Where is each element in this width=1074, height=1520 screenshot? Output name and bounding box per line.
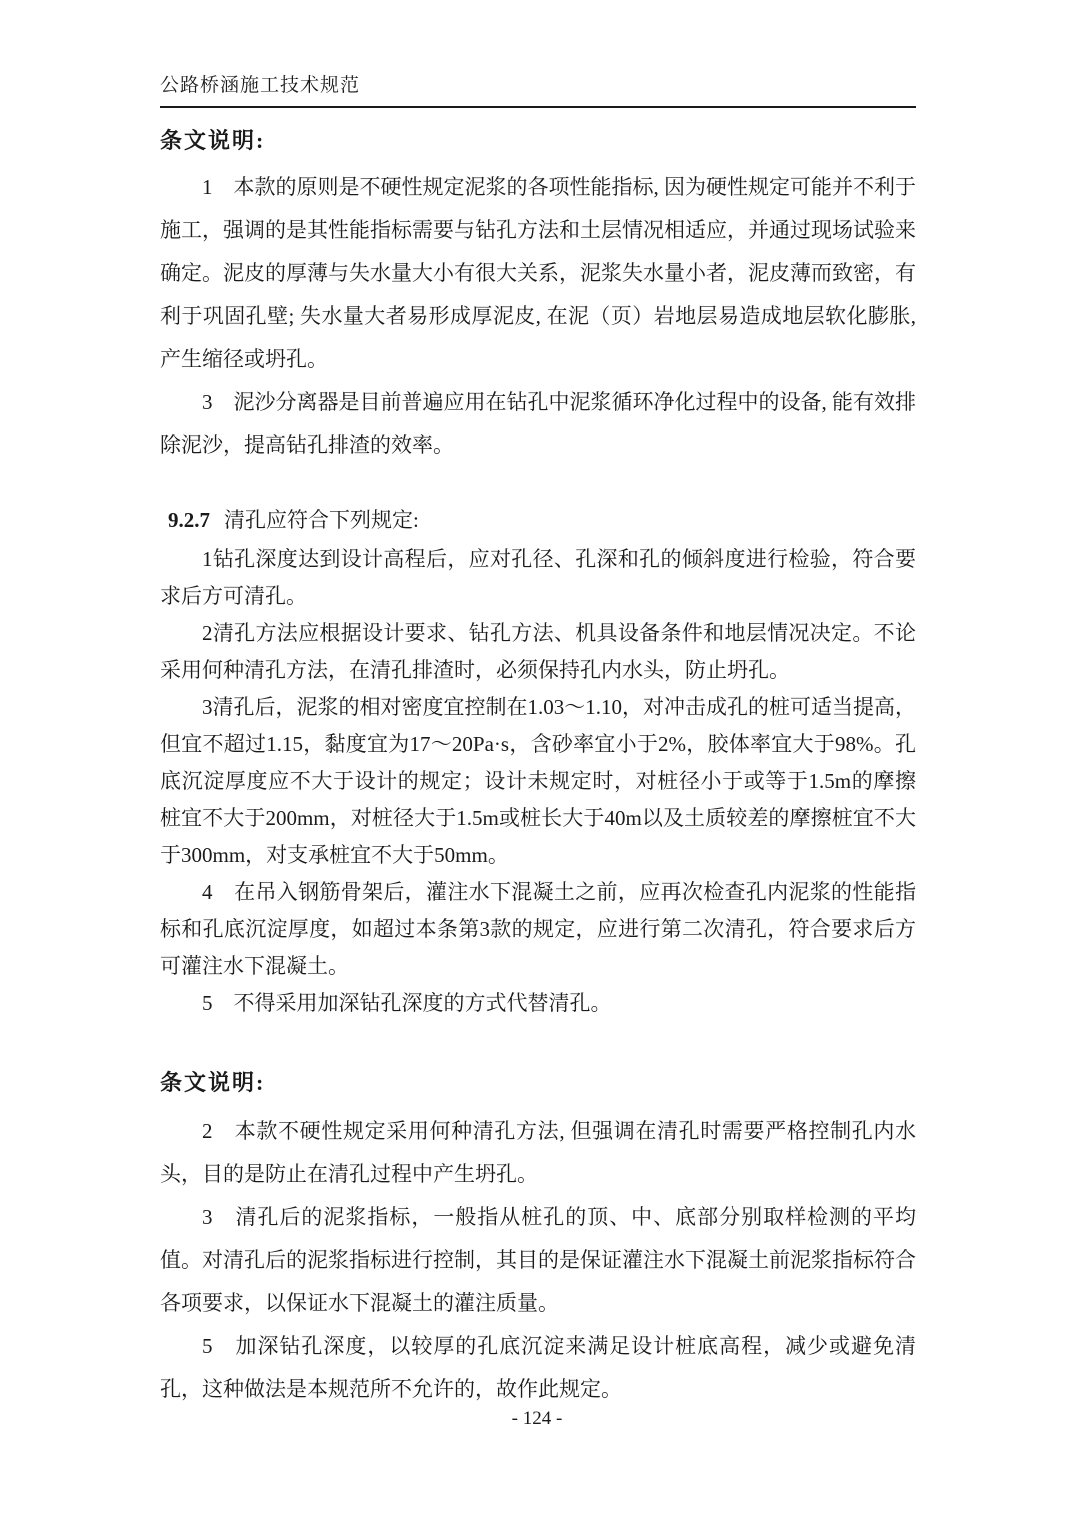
clause-item-3: 3清孔后，泥浆的相对密度宜控制在1.03～1.10，对冲击成孔的桩可适当提高，但宜不超过1.15，黏度宜为17～20Pa·s，含砂率宜小于2%，胶体率宜大于98%。孔底沉淀厚度应不大于设计的规定；设计未规定时，对桩径小于或等于1.5m的摩擦桩宜不大于200mm，对桩径大于1.5m或桩长大于40m以及土质较差的摩擦桩宜不大于300mm，对支承桩宜不大于50mm。 bbox=[160, 695, 916, 867]
commentary-paragraph-3: 3 泥沙分离器是目前普遍应用在钻孔中泥浆循环净化过程中的设备, 能有效排除泥沙，提高钻孔排渣的效率。 bbox=[160, 390, 916, 457]
commentary-paragraph-1: 1 本款的原则是不硬性规定泥浆的各项性能指标, 因为硬性规定可能并不利于施工，强调的是其性能指标需要与钻孔方法和土层情况相适应，并通过现场试验来确定。泥皮的厚薄与失水量大小有很大关系，泥浆失水量小者，泥皮薄而致密，有利于巩固孔壁; 失水量大者易形成厚泥皮, 在泥（页）岩地层易造成地层软化膨胀, 产生缩径或坍孔。 bbox=[160, 175, 916, 371]
clause-title: 清孔应符合下列规定: bbox=[224, 508, 419, 532]
page-content bbox=[160, 126, 916, 1411]
commentary-section-top bbox=[160, 126, 916, 467]
commentary-section-bottom bbox=[160, 1068, 916, 1411]
clause-item-4: 4 在吊入钢筋骨架后，灌注水下混凝土之前，应再次检查孔内泥浆的性能指标和孔底沉淀厚度，如超过本条第3款的规定，应进行第二次清孔，符合要求后方可灌注水下混凝土。 bbox=[160, 880, 916, 978]
commentary-heading: 条文说明: bbox=[160, 1070, 266, 1095]
clause-heading bbox=[160, 501, 916, 539]
page-number: - 124 - bbox=[511, 1408, 563, 1429]
clause-item-2: 2清孔方法应根据设计要求、钻孔方法、机具设备条件和地层情况决定。不论采用何种清孔方法，在清孔排渣时，必须保持孔内水头，防止坍孔。 bbox=[160, 621, 916, 682]
commentary-paragraph-5: 5 加深钻孔深度，以较厚的孔底沉淀来满足设计桩底高程，减少或避免清孔，这种做法是本规范所不允许的，故作此规定。 bbox=[160, 1334, 916, 1401]
clause-section-9-2-7 bbox=[160, 501, 916, 1022]
clause-number: 9.2.7 bbox=[168, 508, 210, 532]
commentary-paragraph-2: 2 本款不硬性规定采用何种清孔方法, 但强调在清孔时需要严格控制孔内水头，目的是防止在清孔过程中产生坍孔。 bbox=[160, 1119, 916, 1186]
page-footer bbox=[0, 1408, 1074, 1430]
running-header-title: 公路桥涵施工技术规范 bbox=[160, 75, 361, 96]
running-header bbox=[160, 70, 916, 108]
clause-item-1: 1钻孔深度达到设计高程后，应对孔径、孔深和孔的倾斜度进行检验，符合要求后方可清孔。 bbox=[160, 547, 916, 608]
commentary-heading: 条文说明: bbox=[160, 128, 266, 153]
commentary-paragraph-3: 3 清孔后的泥浆指标，一般指从桩孔的顶、中、底部分别取样检测的平均值。对清孔后的泥浆指标进行控制，其目的是保证灌注水下混凝土前泥浆指标符合各项要求，以保证水下混凝土的灌注质量。 bbox=[160, 1205, 916, 1315]
clause-item-5: 5 不得采用加深钻孔深度的方式代替清孔。 bbox=[202, 991, 612, 1015]
